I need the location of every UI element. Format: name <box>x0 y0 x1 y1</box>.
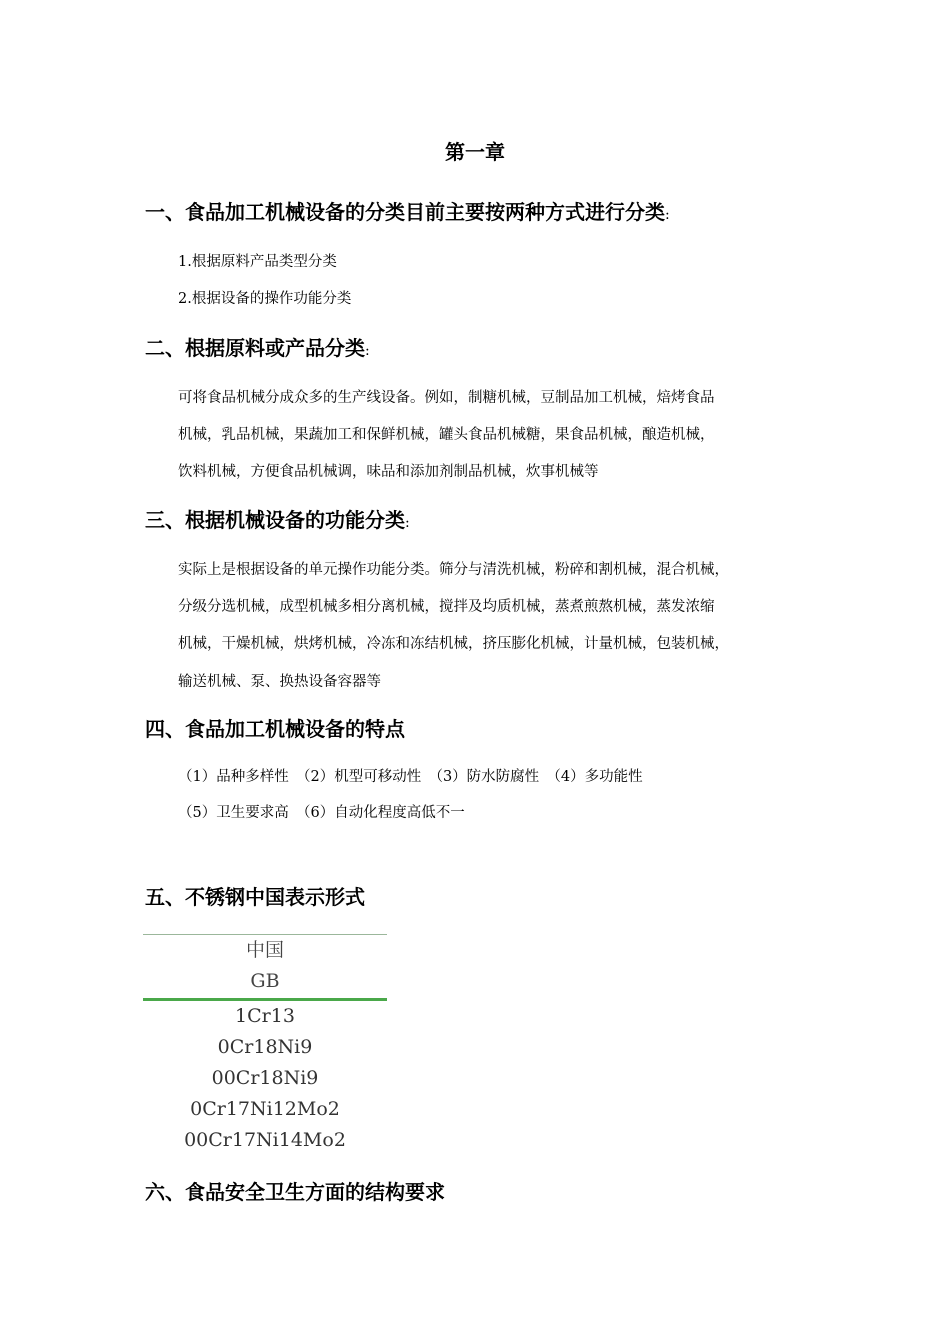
section-2-heading-text: 二、根据原料或产品分类 <box>145 336 365 360</box>
section-1-colon: : <box>665 207 670 223</box>
section-3-heading-text: 三、根据机械设备的功能分类 <box>145 508 405 532</box>
section-1-heading <box>145 198 670 229</box>
section-2-line-1: 可将食品机械分成众多的生产线设备。例如，制糖机械，豆制品加工机械，焙烤食品 <box>178 390 715 406</box>
section-3-line-1: 实际上是根据设备的单元操作功能分类。筛分与清洗机械，粉碎和割机械，混合机械， <box>178 562 729 578</box>
table-header-country: 中国 <box>245 939 284 961</box>
section-4-heading: 四、食品加工机械设备的特点 <box>145 717 405 741</box>
section-3-line-4: 输送机械、泵、换热设备容器等 <box>178 674 381 690</box>
section-6-heading: 六、食品安全卫生方面的结构要求 <box>145 1180 445 1204</box>
table-row: 00Cr17Ni14Mo2 <box>184 1129 346 1151</box>
table-row: 00Cr18Ni9 <box>211 1067 319 1089</box>
section-1-item-1: 1.根据原料产品类型分类 <box>178 254 337 270</box>
section-4-line-2: （5）卫生要求高 （6）自动化程度高低不一 <box>178 805 465 821</box>
table-header-standard: GB <box>250 970 280 992</box>
section-1-heading-text: 一、食品加工机械设备的分类目前主要按两种方式进行分类 <box>145 200 665 224</box>
section-2-colon: : <box>365 343 370 359</box>
table-row: 0Cr17Ni12Mo2 <box>190 1098 340 1120</box>
section-3-line-3: 机械，干燥机械，烘烤机械，冷冻和冻结机械，挤压膨化机械，计量机械，包装机械， <box>178 636 729 652</box>
stainless-steel-table <box>143 934 387 1156</box>
section-2-line-3: 饮料机械，方便食品机械调，味品和添加剂制品机械，炊事机械等 <box>178 464 599 480</box>
table-row: 0Cr18Ni9 <box>217 1036 313 1058</box>
section-5-heading: 五、不锈钢中国表示形式 <box>145 885 365 909</box>
section-3-line-2: 分级分选机械，成型机械多相分离机械，搅拌及均质机械，蒸煮煎熬机械，蒸发浓缩 <box>178 599 715 615</box>
section-2-heading <box>145 334 370 365</box>
section-2-line-2: 机械，乳品机械，果蔬加工和保鲜机械，罐头食品机械糖，果食品机械，酿造机械， <box>178 427 715 443</box>
section-3-heading <box>145 506 410 537</box>
section-3-colon: : <box>405 515 410 531</box>
section-4-line-1: （1）品种多样性 （2）机型可移动性 （3）防水防腐性 （4）多功能性 <box>178 769 643 785</box>
table-row: 1Cr13 <box>235 1005 295 1027</box>
section-1-item-2: 2.根据设备的操作功能分类 <box>178 291 352 307</box>
chapter-title: 第一章 <box>445 140 505 164</box>
